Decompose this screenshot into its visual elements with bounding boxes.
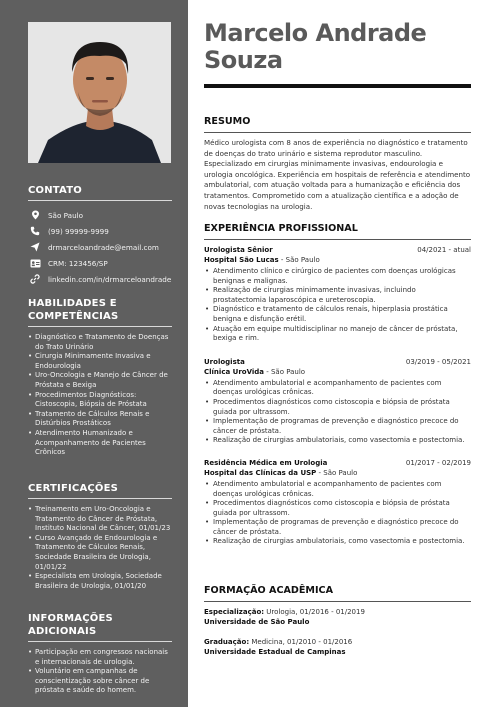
extra-title: INFORMAÇÕES ADICIONAIS [28, 612, 172, 642]
job-bullet: • Atendimento ambulatorial e acompanhamento de pacientes com doenças urológicas crônicas. [204, 379, 471, 398]
job-city: - São Paulo [264, 367, 306, 376]
skills-title [28, 297, 172, 327]
cert-item: • Especialista em Urologia, Sociedade Brasileira de Urologia, 01/01/20 [28, 572, 172, 591]
job-entry [204, 357, 471, 446]
contact-location-text: São Paulo [48, 210, 84, 220]
job-date: 04/2021 - atual [417, 246, 471, 254]
id-card-icon [28, 258, 42, 268]
job-bullet: • Atendimento ambulatorial e acompanhamento de pacientes com doenças urológicas crônicas. [204, 480, 471, 499]
link-icon [28, 274, 42, 284]
job-org: Clínica UroVida [204, 367, 265, 376]
job-bullet: • Realização de cirurgias ambulatoriais, como vasectomia e postectomia. [204, 537, 471, 547]
profile-photo [28, 22, 171, 163]
job-bullet: • Atendimento clínico e cirúrgico de pacientes com doenças urológicas benignas e malignas. [204, 267, 471, 286]
job-city: - São Paulo [278, 256, 320, 264]
edu-label: Especialização: [204, 608, 265, 616]
job-role: Urologista Sênior [204, 246, 273, 254]
contact-phone [28, 223, 172, 239]
cert-item: • Curso Avançado de Endourologia e Tratamento de Cálculos Renais, Sociedade Brasileira de Urologia, 01/01/22 [28, 534, 172, 572]
phone-icon [28, 226, 42, 236]
contact-crm [28, 255, 172, 271]
education-title: FORMAÇÃO ACADÊMICA [204, 585, 334, 596]
edu-label: Graduação: [204, 638, 250, 646]
summary-section [204, 116, 471, 212]
contact-crm-text: CRM: 123456/SP [48, 258, 108, 268]
name-line2: Souza [204, 46, 283, 74]
extra-item: • Participação em congressos nacionais e internacionais de urologia. [28, 648, 172, 667]
location-pin-icon [28, 210, 42, 220]
job-bullet: • Procedimentos diagnósticos como cistoscopia e biópsia de próstata guiada por ultrassom. [204, 398, 471, 417]
skill-item: • Procedimentos Diagnósticos: Cistoscopia, Biópsia de Próstata [28, 391, 172, 410]
name-underline-bar [204, 84, 471, 88]
job-org: Hospital São Lucas [204, 256, 279, 264]
certs-list [28, 505, 172, 591]
job-role: Urologista [204, 357, 245, 366]
certs-section [28, 482, 172, 591]
job-entry [204, 458, 471, 547]
contact-location [28, 207, 172, 223]
skills-section [28, 297, 172, 458]
job-bullet: • Procedimentos diagnósticos como cistoscopia e biópsia de próstata guiada por ultrassom. [204, 499, 471, 518]
job-bullets [204, 267, 471, 344]
job-bullet: • Atuação em equipe multidisciplinar no manejo de câncer de próstata, bexiga e rim. [204, 325, 471, 344]
divider [204, 601, 471, 602]
skills-title-line2: COMPETÊNCIAS [28, 311, 119, 322]
skill-item: • Diagnóstico e Tratamento de Doenças do Trato Urinário [28, 333, 172, 352]
edu-school: Universidade de São Paulo [204, 618, 310, 626]
education-entry [204, 637, 471, 657]
edu-text: Urologia, 01/2016 - 01/2019 [264, 608, 365, 616]
job-bullets [204, 379, 471, 446]
contact-linkedin-text[interactable]: linkedin.com/in/drmarceloandrade [48, 274, 172, 284]
job-entry [204, 245, 471, 344]
divider [204, 239, 471, 240]
experience-section [204, 223, 471, 547]
edu-text: Medicina, 01/2010 - 01/2016 [249, 638, 353, 646]
contact-title: CONTATO [28, 184, 172, 201]
job-role: Residência Médica em Urologia [204, 458, 328, 467]
extra-section [28, 612, 172, 696]
job-bullet: • Realização de cirurgias minimamente invasivas, incluindo prostatectomia laparoscópica e ureteroscopia. [204, 286, 471, 305]
cert-item: • Treinamento em Uro-Oncologia e Tratamento do Câncer de Próstata, Instituto Nacional de Câncer, 01/01/23 [28, 505, 172, 534]
divider [204, 132, 471, 133]
job-bullet: • Implementação de programas de prevenção e diagnóstico precoce do câncer de próstata. [204, 417, 471, 436]
contact-email [28, 239, 172, 255]
contact-linkedin [28, 271, 172, 287]
skill-item: • Atendimento Humanizado e Acompanhamento de Pacientes Crônicos [28, 429, 172, 458]
contact-section [28, 184, 172, 287]
send-icon [28, 242, 42, 252]
education-section [204, 585, 471, 657]
skill-item: • Cirurgia Minimamente Invasiva e Endourologia [28, 352, 172, 371]
skills-title-line1: HABILIDADES E [28, 298, 117, 309]
job-date: 03/2019 - 05/2021 [405, 357, 471, 366]
extra-list [28, 648, 172, 696]
skills-list [28, 333, 172, 458]
contact-phone-text: (99) 99999-9999 [48, 226, 109, 236]
education-entry [204, 607, 471, 627]
experience-title: EXPERIÊNCIA PROFISSIONAL [204, 223, 358, 234]
job-bullet: • Diagnóstico e tratamento de cálculos renais, hiperplasia prostática benigna e disfunção erétil. [204, 305, 471, 324]
summary-title: RESUMO [204, 116, 251, 127]
job-bullet: • Realização de cirurgias ambulatoriais, como vasectomia e postectomia. [204, 436, 471, 446]
job-city: - São Paulo [316, 468, 358, 477]
extra-item: • Voluntário em campanhas de conscientização sobre câncer de próstata e saúde do homem. [28, 667, 172, 696]
certs-title: CERTIFICAÇÕES [28, 482, 172, 499]
edu-school: Universidade Estadual de Campinas [204, 648, 346, 656]
name-line1: Marcelo Andrade [204, 19, 427, 47]
job-bullet: • Implementação de programas de prevenção e diagnóstico precoce do câncer de próstata. [204, 518, 471, 537]
person-name [204, 20, 471, 74]
job-date: 01/2017 - 02/2019 [405, 458, 471, 467]
skill-item: • Tratamento de Cálculos Renais e Distúrbios Prostáticos [28, 410, 172, 429]
job-org: Hospital das Clínicas da USP [204, 468, 317, 477]
skill-item: • Uro-Oncologia e Manejo de Câncer de Próstata e Bexiga [28, 371, 172, 390]
contact-email-text[interactable]: drmarceloandrade@email.com [48, 242, 159, 252]
job-bullets [204, 480, 471, 547]
summary-text: Médico urologista com 8 anos de experiência no diagnóstico e tratamento de doenças do trato urinário e sistema reprodutor masculino. Especializado em cirurgias minimamente invasivas, endourologia e urologia oncológica. Experiência em hospitais de referência e atendimento ambulatorial, com atuação voltada para a humanização e eficiência dos tratamentos. Comprometido com a atualização científica e a adoção de novas tecnologias na urologia. [204, 138, 471, 211]
